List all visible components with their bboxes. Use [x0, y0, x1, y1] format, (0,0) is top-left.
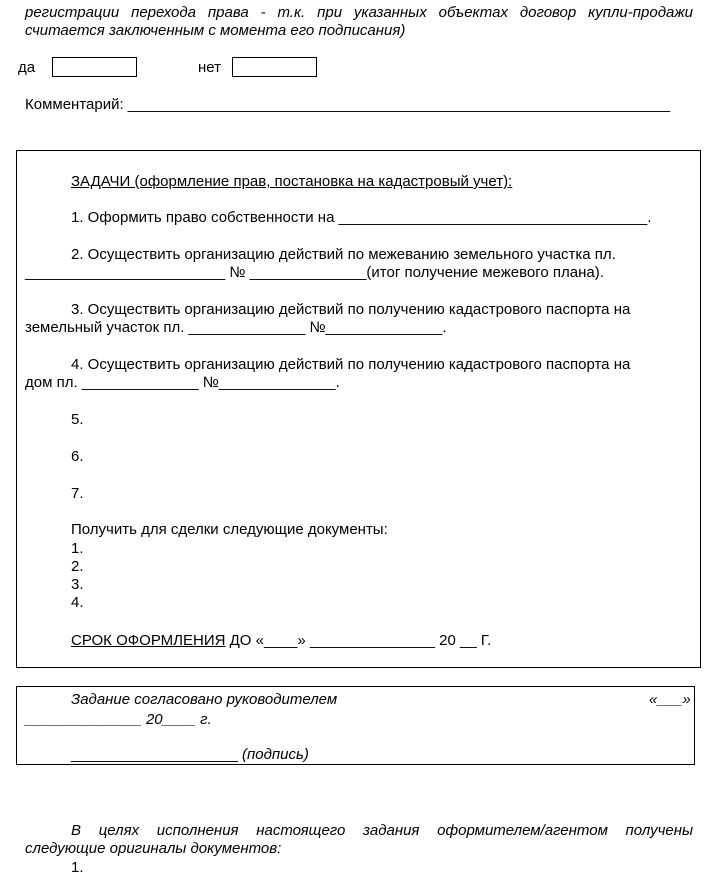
task-3-line-2: земельный участок пл. ______________ №______________. [25, 319, 447, 336]
signature-label: (подпись) [237, 746, 309, 763]
approval-quote: «___» [649, 691, 691, 708]
yes-label: да [18, 59, 36, 76]
no-label: нет [198, 59, 221, 76]
comment-line: Комментарий: _________________________________________________________________ [25, 96, 671, 113]
no-field[interactable] [232, 57, 317, 77]
task-2-line-2: ________________________ № ______________(итог получение межевого плана). [25, 264, 604, 281]
tasks-frame [16, 150, 701, 668]
task-4-line-1: 4. Осуществить организацию действий по получению кадастрового паспорта на [71, 356, 631, 373]
docs-item-1: 1. [71, 540, 84, 557]
task-6: 6. [71, 448, 84, 465]
task-4-line-2: дом пл. ______________ №______________. [25, 374, 340, 391]
deadline [71, 632, 491, 650]
deadline-rest: ДО «____» _______________ 20 __ Г. [225, 632, 492, 649]
docs-item-3: 3. [71, 576, 84, 593]
tasks-heading: ЗАДАЧИ (оформление прав, постановка на кадастровый учет): [71, 173, 513, 190]
task-5: 5. [71, 411, 84, 428]
docs-item-4: 4. [71, 594, 84, 611]
approval-line-2: ______________ 20____ г. [25, 711, 212, 728]
task-1: 1. Оформить право собственности на _____________________________________. [71, 209, 652, 226]
footer-line-1: В целях исполнения настоящего задания оформителем/агентом получены [71, 822, 693, 839]
docs-heading: Получить для сделки следующие документы: [71, 521, 388, 538]
intro-line-1: регистрации перехода права - т.к. при указанных объектах договор купли-продажи [25, 4, 693, 21]
task-7: 7. [71, 485, 84, 502]
signature-line: ____________________ [71, 746, 238, 763]
deadline-label: СРОК ОФОРМЛЕНИЯ [71, 632, 226, 649]
task-2-line-1: 2. Осуществить организацию действий по межеванию земельного участка пл. [71, 246, 616, 263]
footer-line-2: следующие оригиналы документов: [25, 840, 282, 857]
docs-item-2: 2. [71, 558, 84, 575]
approval-line-1: Задание согласовано руководителем [71, 691, 338, 708]
task-3-line-1: 3. Осуществить организацию действий по получению кадастрового паспорта на [71, 301, 631, 318]
footer-item-1: 1. [71, 859, 84, 876]
yes-field[interactable] [52, 57, 137, 77]
signature [71, 746, 309, 764]
intro-line-2: считается заключенным с момента его подписания) [25, 22, 406, 39]
